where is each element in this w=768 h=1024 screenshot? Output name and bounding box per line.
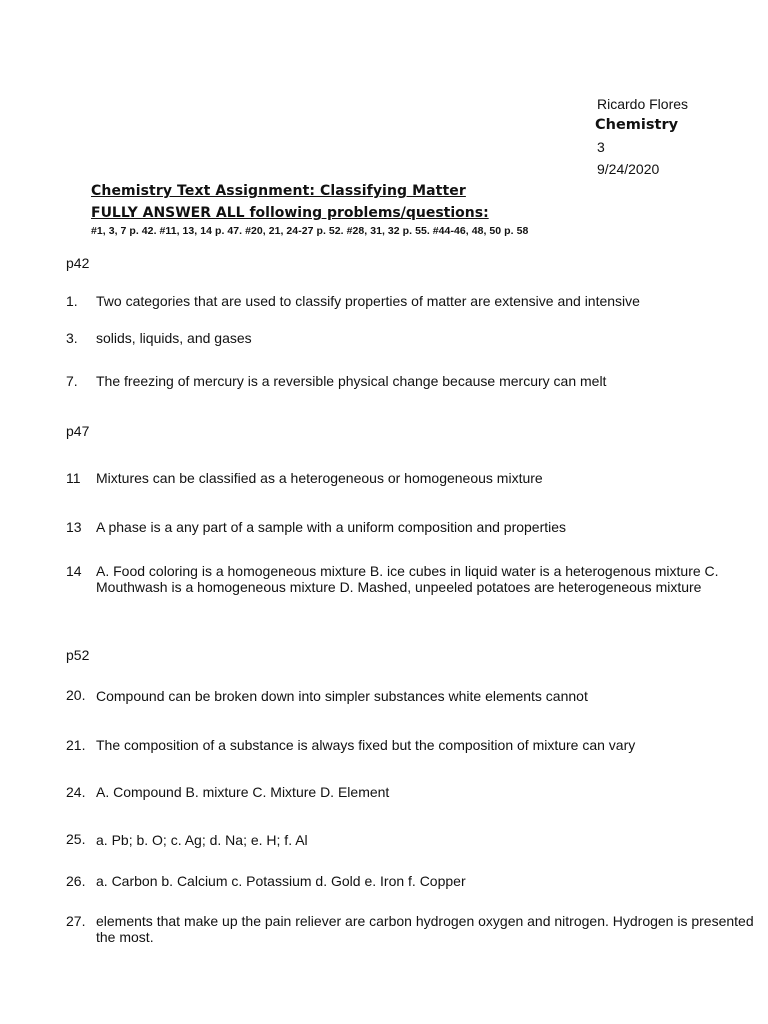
answer-number: 27. <box>66 913 86 929</box>
problem-list: #1, 3, 7 p. 42. #11, 13, 14 p. 47. #20, 21, 24-27 p. 52. #28, 31, 32 p. 55. #44-46, 48, 50 p. 58 <box>91 225 529 237</box>
answer-number: 20. <box>66 687 86 703</box>
answer-item-11 <box>66 470 756 486</box>
answer-item-24 <box>66 784 756 800</box>
answer-item-25 <box>66 831 756 848</box>
section-label-p42: p42 <box>66 255 90 271</box>
answer-number: 3. <box>66 330 78 346</box>
answer-item-20 <box>66 687 756 704</box>
answer-number: 21. <box>66 737 86 753</box>
answer-text: a. Pb; b. O; c. Ag; d. Na; e. H; f. Al <box>96 832 308 848</box>
answer-text: Compound can be broken down into simpler substances white elements cannot <box>96 688 588 704</box>
subject-label: Chemistry <box>595 117 679 133</box>
answer-item-14 <box>66 563 756 595</box>
answer-number: 26. <box>66 873 86 889</box>
answer-item-3 <box>66 330 756 346</box>
answer-number: 25. <box>66 831 86 847</box>
answer-text: A. Food coloring is a homogeneous mixture B. ice cubes in liquid water is a heterogenous mixture C. Mouthwash is a homogeneous mixture D. Mashed, unpeeled potatoes are heterogeneous mixture <box>96 563 719 595</box>
answer-text: solids, liquids, and gases <box>96 330 252 346</box>
answer-number: 13 <box>66 519 82 535</box>
answer-text: elements that make up the pain reliever are carbon hydrogen oxygen and nitrogen. Hydrogen is presented the most. <box>96 913 754 945</box>
assignment-date: 9/24/2020 <box>597 161 660 177</box>
section-label-p47: p47 <box>66 423 90 439</box>
answer-number: 14 <box>66 563 82 579</box>
answer-text: The freezing of mercury is a reversible physical change because mercury can melt <box>96 373 607 389</box>
answer-item-13 <box>66 519 756 535</box>
section-label-p52: p52 <box>66 647 90 663</box>
class-period: 3 <box>597 139 605 155</box>
answer-item-27 <box>66 913 756 945</box>
answer-number: 7. <box>66 373 78 389</box>
answer-text: Mixtures can be classified as a heterogeneous or homogeneous mixture <box>96 470 543 486</box>
answer-number: 1. <box>66 293 78 309</box>
answer-text: A phase is a any part of a sample with a uniform composition and properties <box>96 519 567 535</box>
answer-text: Two categories that are used to classify properties of matter are extensive and intensive <box>96 293 640 309</box>
answer-text: a. Carbon b. Calcium c. Potassium d. Gold e. Iron f. Copper <box>96 873 466 889</box>
answer-item-21 <box>66 737 756 753</box>
answer-number: 11 <box>66 470 81 486</box>
assignment-title: Chemistry Text Assignment: Classifying Matter <box>91 183 466 199</box>
assignment-instructions: FULLY ANSWER ALL following problems/questions: <box>91 205 489 221</box>
answer-item-26 <box>66 873 756 889</box>
answer-item-1 <box>66 293 756 309</box>
student-name: Ricardo Flores <box>597 96 689 112</box>
answer-text: The composition of a substance is always fixed but the composition of mixture can vary <box>96 737 636 753</box>
answer-number: 24. <box>66 784 86 800</box>
answer-item-7 <box>66 373 756 389</box>
answer-text: A. Compound B. mixture C. Mixture D. Element <box>96 784 390 800</box>
